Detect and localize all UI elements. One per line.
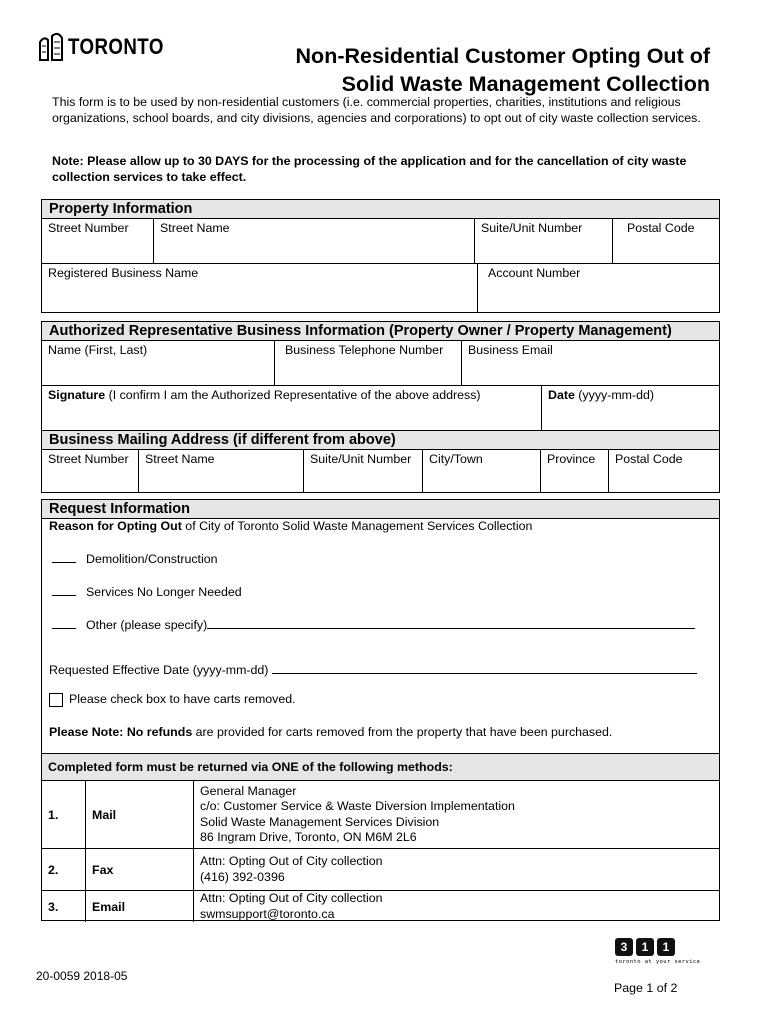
311-logo: 3 1 1 toronto at your service — [615, 940, 701, 965]
option-other[interactable]: Other (please specify) — [52, 618, 695, 632]
table-row: 1. Mail General Manager c/o: Customer Service & Waste Diversion Implementation Solid Waste Management Services Division 86 Ingram Drive, Toronto, ON M6M 2L6 — [42, 781, 719, 849]
mailing-province-field[interactable]: Province — [540, 450, 608, 492]
representative-section — [41, 321, 720, 431]
mailing-suite-field[interactable]: Suite/Unit Number — [303, 450, 422, 492]
form-number: 20-0059 2018-05 — [36, 969, 128, 983]
mailing-city-field[interactable]: City/Town — [422, 450, 540, 492]
signature-field[interactable]: Signature (I confirm I am the Authorized Representative of the above address) — [48, 388, 481, 402]
street-name-field[interactable]: Street Name — [153, 219, 474, 263]
remove-carts-option[interactable]: Please check box to have carts removed. — [49, 692, 296, 707]
suite-unit-field[interactable]: Suite/Unit Number — [474, 219, 612, 263]
option-no-longer-needed[interactable]: Services No Longer Needed — [52, 585, 242, 599]
section-heading: Request Information — [42, 500, 719, 519]
section-heading: Business Mailing Address (if different from above) — [42, 431, 719, 450]
effective-date-line[interactable] — [272, 673, 697, 674]
refund-note: Please Note: No refunds are provided for carts removed from the property that have been purchased. — [49, 725, 613, 739]
processing-note: Note: Please allow up to 30 DAYS for the processing of the application and for the cancellation of city waste collection services to take effect. — [52, 154, 687, 184]
page-number: Page 1 of 2 — [614, 981, 678, 995]
form-title: Non-Residential Customer Opting Out of Solid Waste Management Collection — [295, 44, 710, 96]
table-row: 3. Email Attn: Opting Out of City collection swmsupport@toronto.ca — [42, 891, 719, 923]
section-heading: Property Information — [42, 200, 719, 219]
toronto-logo — [38, 32, 181, 62]
swm-email-link[interactable]: swmsupport@toronto.ca — [200, 906, 335, 921]
option-demolition[interactable]: Demolition/Construction — [52, 552, 218, 566]
business-name-field[interactable]: Registered Business Name — [48, 266, 199, 280]
date-field[interactable]: Date (yyyy-mm-dd) — [541, 386, 719, 430]
account-number-field[interactable]: Account Number — [477, 264, 719, 312]
effective-date-field[interactable]: Requested Effective Date (yyyy-mm-dd) — [49, 663, 697, 677]
table-row: 2. Fax Attn: Opting Out of City collection (416) 392-0396 — [42, 849, 719, 891]
property-information-section — [41, 199, 720, 313]
mailing-street-name-field[interactable]: Street Name — [138, 450, 303, 492]
mailing-street-number-field[interactable]: Street Number — [48, 452, 129, 466]
name-field[interactable]: Name (First, Last) — [48, 343, 148, 357]
intro-text: This form is to be used by non-residential customers (i.e. commercial properties, charities, institutions and religious organizations, school boards, and city divisions, agencies and corporations) to opt out of city waste collection services. — [52, 95, 701, 125]
section-heading: Authorized Representative Business Information (Property Owner / Property Management) — [42, 322, 719, 341]
request-information-section — [41, 499, 720, 921]
other-specify-line[interactable] — [207, 628, 695, 629]
street-number-field[interactable]: Street Number — [48, 221, 129, 235]
business-email-field[interactable]: Business Email — [461, 341, 719, 385]
mailing-address-section — [41, 430, 720, 493]
remove-carts-checkbox[interactable] — [49, 693, 63, 707]
return-methods — [42, 753, 719, 922]
return-methods-heading: Completed form must be returned via ONE of the following methods: — [42, 754, 719, 781]
business-phone-field[interactable]: Business Telephone Number — [274, 341, 461, 385]
city-hall-icon — [38, 32, 64, 62]
reason-label: Reason for Opting Out of City of Toronto Solid Waste Management Services Collection — [49, 519, 533, 533]
postal-code-field[interactable]: Postal Code — [612, 219, 719, 263]
mailing-postal-field[interactable]: Postal Code — [608, 450, 719, 492]
logo-wordmark: TORONTO — [68, 34, 164, 59]
